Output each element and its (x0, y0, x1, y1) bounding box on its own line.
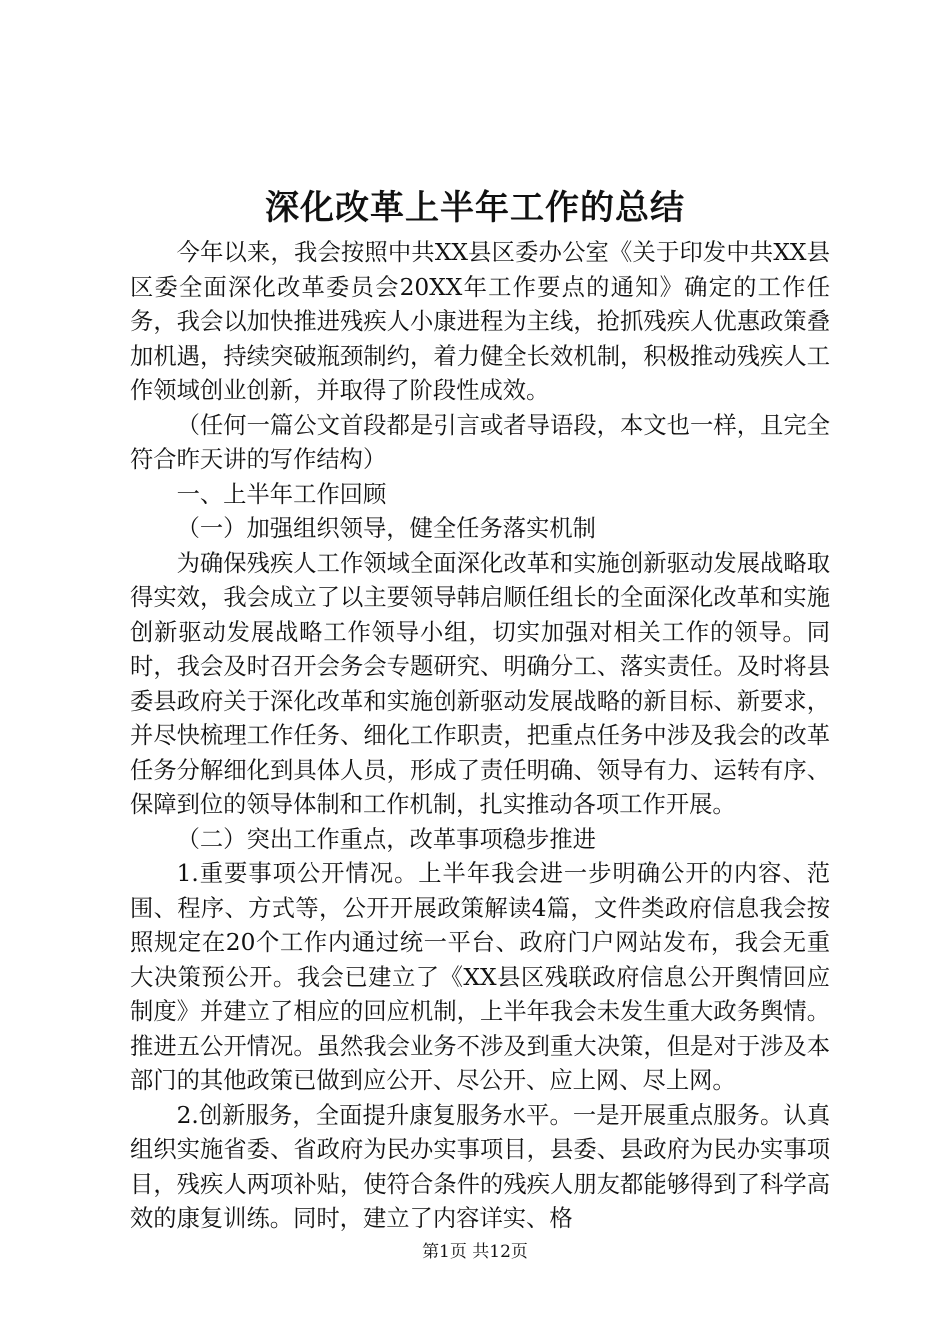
body-paragraph: 2.创新服务，全面提升康复服务水平。一是开展重点服务。认真组织实施省委、省政府为民办实事项目，县委、县政府为民办实事项目，残疾人两项补贴，使符合条件的残疾人朋友都能够得到了科学高效的康复训练。同时，建立了内容详实、格 (130, 1101, 830, 1232)
subsection-heading-2: （二）突出工作重点，改革事项稳步推进 (176, 825, 596, 853)
document-title: 深化改革上半年工作的总结 (265, 188, 685, 228)
document-body (130, 236, 830, 1237)
body-paragraph: 1.重要事项公开情况。上半年我会进一步明确公开的内容、范围、程序、方式等，公开开展政策解读4篇，文件类政府信息我会按照规定在20个工作内通过统一平台、政府门户网站发布，我会无重大决策预公开。我会已建立了《XX县区残联政府信息公开舆情回应制度》并建立了相应的回应机制，上半年我会未发生重大政务舆情。推进五公开情况。虽然我会业务不涉及到重大决策，但是对于涉及本部门的其他政策已做到应公开、尽公开、应上网、尽上网。 (130, 860, 830, 1094)
page-footer: 第1页 共12页 (422, 1242, 528, 1262)
body-paragraph: 为确保残疾人工作领域全面深化改革和实施创新驱动发展战略取得实效，我会成立了以主要领导韩启顺任组长的全面深化改革和实施创新驱动发展战略工作领导小组，切实加强对相关工作的领导。同时，我会及时召开会务会专题研究、明确分工、落实责任。及时将县委县政府关于深化改革和实施创新驱动发展战略的新目标、新要求，并尽快梳理工作任务、细化工作职责，把重点任务中涉及我会的改革任务分解细化到具体人员，形成了责任明确、领导有力、运转有序、保障到位的领导体制和工作机制，扎实推动各项工作开展。 (130, 549, 830, 818)
note-paragraph: （任何一篇公文首段都是引言或者导语段，本文也一样，且完全符合昨天讲的写作结构） (130, 411, 830, 473)
intro-paragraph: 今年以来，我会按照中共XX县区委办公室《关于印发中共XX县区委全面深化改革委员会20XX年工作要点的通知》确定的工作任务，我会以加快推进残疾人小康进程为主线，抢抓残疾人优惠政策叠加机遇，持续突破瓶颈制约，着力健全长效机制，积极推动残疾人工作领域创业创新，并取得了阶段性成效。 (130, 239, 830, 404)
section-heading-1: 一、上半年工作回顾 (176, 480, 387, 508)
subsection-heading-1: （一）加强组织领导，健全任务落实机制 (176, 515, 596, 542)
